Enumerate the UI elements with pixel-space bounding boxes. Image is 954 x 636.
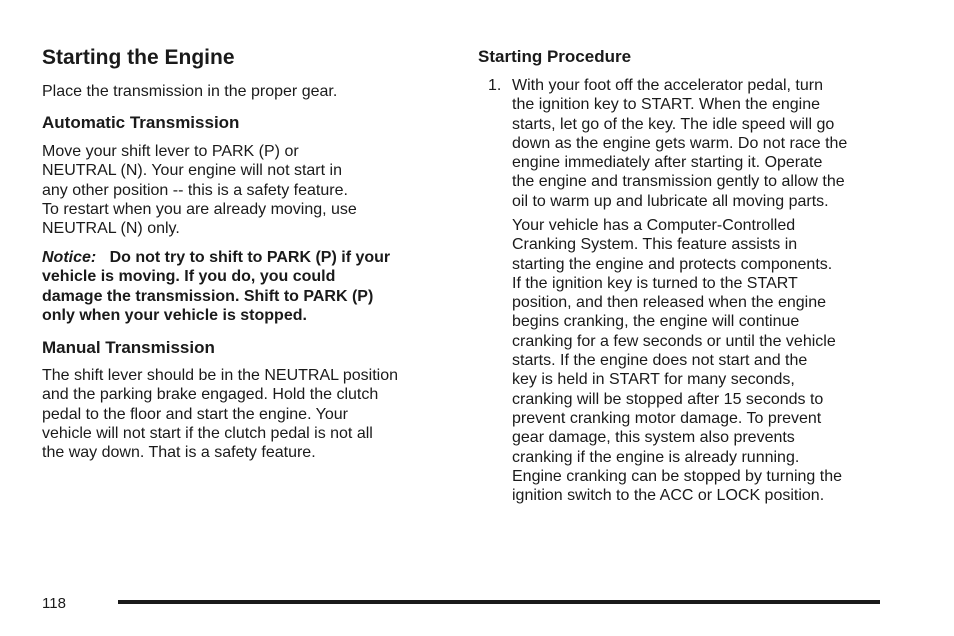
cranking-line: Your vehicle has a Computer-Controlled (512, 217, 796, 234)
intro-text (42, 82, 337, 101)
automatic-line: To restart when you are already moving, use (42, 200, 357, 218)
manual-line: and the parking brake engaged. Hold the clutch (42, 386, 379, 404)
step-line: starts, let go of the key. The idle speed will go (512, 115, 835, 133)
notice-text: Do not try to shift to PARK (P) if your (109, 249, 391, 266)
automatic-line: Move your shift lever to PARK (P) or (42, 143, 299, 160)
cranking-line: gear damage, this system also prevents (512, 429, 795, 447)
step-line: down as the engine gets warm. Do not race the (512, 134, 848, 152)
automatic-line: NEUTRAL (N) only. (42, 220, 180, 238)
cranking-line: prevent cranking motor damage. To prevent (512, 409, 822, 427)
manual-transmission-text (42, 366, 398, 462)
notice-line: vehicle is moving. If you do, you could (42, 268, 336, 286)
manual-line: pedal to the floor and start the engine. Your (42, 405, 349, 423)
automatic-transmission-text (42, 142, 357, 238)
cranking-line: begins cranking, the engine will continue (512, 313, 800, 331)
page-title: Starting the Engine (42, 46, 235, 69)
cranking-line: Cranking System. This feature assists in (512, 236, 798, 254)
notice-line: damage the transmission. Shift to PARK (P) (42, 287, 374, 305)
step-text (512, 76, 847, 211)
manual-line: The shift lever should be in the NEUTRAL position (42, 367, 399, 384)
cranking-line: Engine cranking can be stopped by turning the (512, 467, 843, 485)
notice-line (42, 248, 390, 267)
cranking-line: cranking if the engine is already running. (512, 448, 800, 466)
step-line: the ignition key to START. When the engine (512, 96, 821, 114)
notice-label: Notice: (42, 249, 97, 266)
notice-line: only when your vehicle is stopped. (42, 306, 307, 324)
cranking-line: position, and then released when the engine (512, 294, 827, 312)
step-line: engine immediately after starting it. Operate (512, 154, 823, 172)
notice-block (42, 248, 390, 325)
step-line: With your foot off the accelerator pedal, turn (512, 77, 823, 94)
step-line: oil to warm up and lubricate all moving parts. (512, 192, 829, 210)
cranking-system-text (512, 216, 842, 505)
automatic-line: any other position -- this is a safety feature. (42, 181, 348, 199)
step-number: 1. (488, 77, 502, 94)
page-number: 118 (42, 595, 66, 612)
cranking-line: If the ignition key is turned to the START (512, 274, 798, 292)
cranking-line: cranking for a few seconds or until the vehicle (512, 332, 836, 350)
footer-rule (118, 600, 880, 604)
cranking-line: starts. If the engine does not start and the (512, 352, 808, 370)
cranking-line: ignition switch to the ACC or LOCK position. (512, 487, 825, 505)
cranking-line: cranking will be stopped after 15 seconds to (512, 390, 824, 408)
starting-procedure-heading: Starting Procedure (478, 47, 632, 66)
manual-line: the way down. That is a safety feature. (42, 444, 316, 462)
cranking-line: key is held in START for many seconds, (512, 371, 795, 389)
intro-line: Place the transmission in the proper gear. (42, 83, 338, 100)
automatic-line: NEUTRAL (N). Your engine will not start in (42, 162, 342, 180)
step-line: the engine and transmission gently to allow the (512, 173, 845, 191)
cranking-line: starting the engine and protects components. (512, 255, 833, 273)
manual-transmission-heading: Manual Transmission (42, 338, 215, 357)
manual-line: vehicle will not start if the clutch pedal is not all (42, 424, 373, 442)
automatic-transmission-heading: Automatic Transmission (42, 113, 240, 132)
